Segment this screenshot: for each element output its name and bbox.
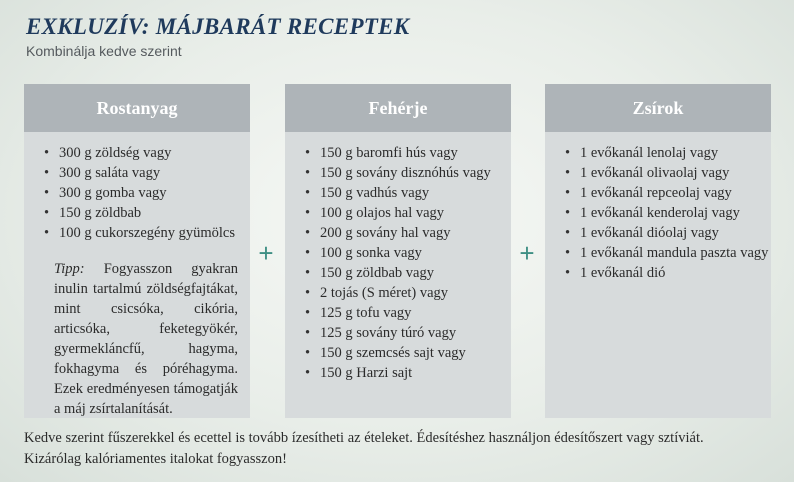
plus-icon: +: [519, 238, 535, 268]
footer-line: Kizárólag kalóriamentes italokat fogyasszon!: [24, 451, 287, 467]
list-item: • 1 evőkanál repceolaj vagy: [565, 183, 771, 203]
list-item: • 1 evőkanál olivaolaj vagy: [565, 163, 771, 183]
footer-line: Kedve szerint fűszerekkel és ecettel is tovább ízesítheti az ételeket. Édesítéshez használjon édesítőszert vagy sztíviát.: [24, 430, 704, 446]
list-item: • 1 evőkanál lenolaj vagy: [565, 143, 771, 163]
column-heading-fiber: Rostanyag: [24, 84, 250, 132]
list-item: • 300 g zöldség vagy: [44, 143, 250, 163]
list-item: • 200 g sovány hal vagy: [305, 223, 511, 243]
list-item: • 150 g zöldbab vagy: [305, 263, 511, 283]
tip-text: Fogyasszon gyakran inulin tartalmú zöldségfajtákat, mint csicsóka, cikória, articsóka, feketegyökér, gyermekláncfű, hagyma, fokhagyma és póréhagyma. Ezek eredményesen támogatják a máj zsírtalanítását.: [54, 261, 238, 417]
list-item: • 150 g vadhús vagy: [305, 183, 511, 203]
list-item: • 150 g zöldbab: [44, 203, 250, 223]
footer-note: [24, 428, 784, 470]
list-item: • 125 g sovány túró vagy: [305, 323, 511, 343]
list-item: • 1 evőkanál mandula paszta vagy: [565, 243, 771, 263]
list-item: • 150 g szemcsés sajt vagy: [305, 343, 511, 363]
list-item: • 1 evőkanál dióolaj vagy: [565, 223, 771, 243]
list-item: • 150 g Harzi sajt: [305, 363, 511, 383]
column-protein: [285, 84, 511, 418]
list-item: • 100 g cukorszegény gyümölcs: [44, 223, 250, 243]
list-item: • 1 evőkanál kenderolaj vagy: [565, 203, 771, 223]
plus-icon: +: [258, 238, 274, 268]
list-item: • 1 evőkanál dió: [565, 263, 771, 283]
column-heading-fats: Zsírok: [545, 84, 771, 132]
list-item: • 100 g olajos hal vagy: [305, 203, 511, 223]
list-item: • 150 g baromfi hús vagy: [305, 143, 511, 163]
tip-paragraph: [24, 259, 250, 419]
column-fats: [545, 84, 771, 418]
list-item: • 100 g sonka vagy: [305, 243, 511, 263]
fats-list: [545, 132, 771, 283]
column-heading-protein: Fehérje: [285, 84, 511, 132]
page-subtitle: Kombinálja kedve szerint: [26, 43, 182, 59]
list-item: • 300 g saláta vagy: [44, 163, 250, 183]
tip-label: Tipp:: [54, 261, 85, 277]
list-item: • 2 tojás (S méret) vagy: [305, 283, 511, 303]
column-fiber: [24, 84, 250, 418]
list-item: • 300 g gomba vagy: [44, 183, 250, 203]
protein-list: [285, 132, 511, 383]
list-item: • 125 g tofu vagy: [305, 303, 511, 323]
fiber-list: [24, 132, 250, 243]
list-item: • 150 g sovány disznóhús vagy: [305, 163, 511, 183]
page-title: EXKLUZÍV: MÁJBARÁT RECEPTEK: [26, 14, 410, 39]
